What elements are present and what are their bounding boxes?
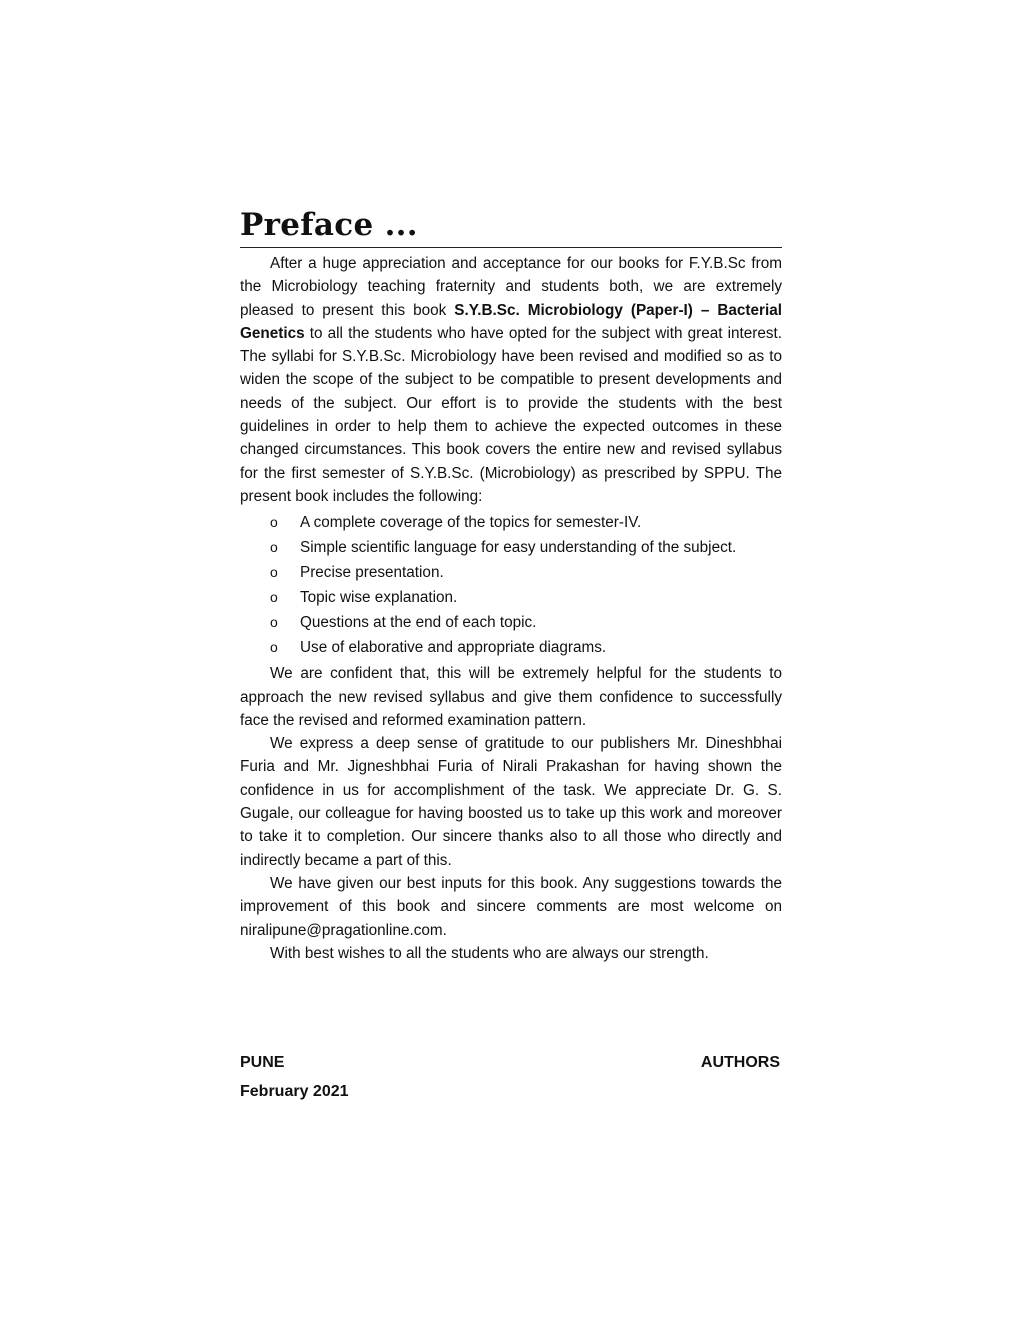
paragraph-best-wishes: With best wishes to all the students who are always our strength. (270, 944, 709, 962)
bullet-circle-icon: o (270, 614, 278, 631)
list-item (240, 635, 782, 660)
book-title-bold: S.Y.B.Sc. Microbiology (Paper-I) – Bacterial Genetics (240, 301, 782, 342)
page-title: Preface ... (240, 205, 782, 248)
bullet-circle-icon: o (270, 639, 278, 656)
list-item-text: A complete coverage of the topics for semester-IV. (300, 514, 642, 532)
list-item-text: Questions at the end of each topic. (300, 614, 537, 632)
list-item-text: Simple scientific language for easy understanding of the subject. (300, 539, 737, 557)
paragraph-intro (240, 252, 782, 508)
paragraph-confidence: We are confident that, this will be extremely helpful for the students to approach the new revised syllabus and give them confidence to successfully face the revised and reformed examination pattern. (240, 665, 782, 729)
list-item-text: Precise presentation. (300, 564, 444, 582)
list-item (240, 510, 782, 535)
bullet-circle-icon: o (270, 564, 278, 581)
list-item (240, 535, 782, 560)
signoff-row (240, 1048, 780, 1077)
list-item (240, 560, 782, 585)
list-item-text: Topic wise explanation. (300, 589, 458, 607)
preface-body (240, 252, 782, 965)
signoff-date: February 2021 (240, 1083, 349, 1100)
signoff-place: PUNE (240, 1054, 285, 1071)
paragraph-gratitude: We express a deep sense of gratitude to our publishers Mr. Dineshbhai Furia and Mr. Jigneshbhai Furia of Nirali Prakashan for having shown the confidence in us for accomplishment of the task. We appreciate Dr. G. S. Gugale, our colleague for having boosted us to take up this work and moreover to take it to completion. Our sincere thanks also to all those who directly and indirectly became a part of this. (240, 735, 782, 869)
intro-text-start: After a huge appreciation and acceptance for our books for F.Y.B.Sc from the Microbiology teaching fraternity and students both, we are extremely pleased to present this book (240, 255, 782, 319)
bullet-circle-icon: o (270, 589, 278, 606)
feature-list (240, 510, 782, 660)
list-item-text: Use of elaborative and appropriate diagrams. (300, 639, 607, 657)
bullet-circle-icon: o (270, 539, 278, 556)
intro-text-end: to all the students who have opted for the subject with great interest. The syllabi for S.Y.B.Sc. Microbiology have been revised and modified so as to widen the scope of the subject to be compatible to present developments and needs of the subject. Our effort is to provide the students with the best guidelines in order to help them to achieve the expected outcomes in these changed circumstances. This book covers the entire new and revised syllabus for the first semester of S.Y.B.Sc. (Microbiology) as prescribed by SPPU. The present book includes the following: (240, 324, 782, 505)
list-item (240, 610, 782, 635)
preface-page (240, 205, 782, 965)
signoff-authors: AUTHORS (700, 1054, 780, 1071)
signoff-block (240, 1048, 780, 1106)
list-item (240, 585, 782, 610)
paragraph-suggestions: We have given our best inputs for this book. Any suggestions towards the improvement of this book and sincere comments are most welcome on niralipune@pragationline.com. (240, 874, 782, 939)
bullet-circle-icon: o (270, 514, 278, 531)
